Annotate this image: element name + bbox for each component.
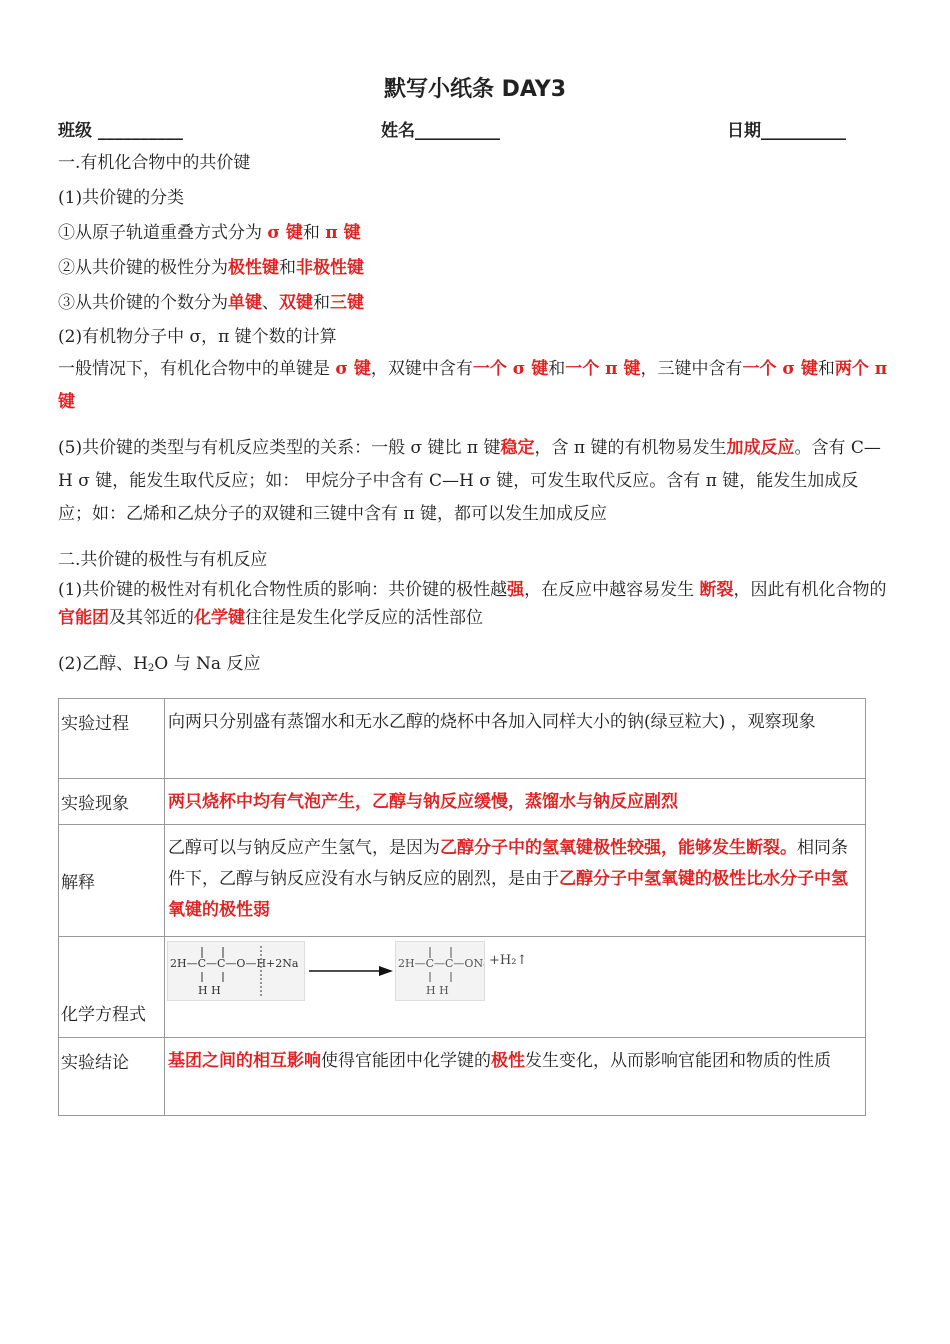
row-content: 向两只分别盛有蒸馏水和无水乙醇的烧杯中各加入同样大小的钠(绿豆粒大) ，观察现象: [165, 699, 866, 779]
hydrogen-product: +H₂↑: [489, 952, 528, 968]
name-field: 姓名__________: [381, 121, 500, 141]
table-row: [59, 937, 866, 1038]
row-label: 实验现象: [59, 779, 165, 825]
experiment-table: [58, 698, 866, 1116]
item-2: ②从共价键的极性分为极性键和非极性键: [58, 258, 364, 278]
table-row: [59, 1038, 866, 1116]
row-label: 实验过程: [59, 699, 165, 779]
row-content: 两只烧杯中均有气泡产生，乙醇与钠反应缓慢，蒸馏水与钠反应剧烈: [165, 779, 866, 825]
table-row: [59, 699, 866, 779]
item-3: ③从共价键的个数分为单键、双键和三键: [58, 293, 364, 313]
row-label: 实验结论: [59, 1038, 165, 1116]
reaction-type-paragraph: (5)共价键的类型与有机反应类型的关系：一般 σ 键比 π 键稳定，含 π 键的有机物易发生加成反应。含有 C—H σ 键，能发生取代反应；如： 甲烷分子中含有 C—H σ 键，可发生取代反应。含有 π 键，能发生加成反应；如：乙烯和乙炔分子的双键和三键中含有 π 键，都可以发生加成反应: [58, 438, 881, 524]
date-field: 日期__________: [727, 121, 846, 141]
row-label: 解释: [59, 825, 165, 937]
svg-text:H H: H H: [198, 984, 221, 997]
polarity-paragraph: (1)共价键的极性对有机化合物性质的影响：共价键的极性越强，在反应中越容易发生 断裂，因此有机化合物的官能团及其邻近的化学键往往是发生化学反应的活性部位: [58, 580, 887, 628]
section1-sub1: (1)共价键的分类: [58, 188, 185, 208]
page-title: 默写小纸条 DAY3: [383, 77, 567, 102]
class-field: 班级 __________: [58, 121, 183, 141]
section1-sub2: (2)有机物分子中 σ，π 键个数的计算: [58, 327, 337, 347]
svg-text:2H—C—C—ONa: 2H—C—C—ONa: [398, 957, 484, 970]
row-label: 化学方程式: [59, 937, 165, 1038]
ethanol-structure-icon: [168, 942, 304, 1000]
svg-text:H H: H H: [426, 984, 449, 997]
table-row: [59, 825, 866, 937]
sodium-ethoxide-structure-icon: [396, 942, 484, 1000]
row-content: 乙醇可以与钠反应产生氢气，是因为乙醇分子中的氢氧键极性较强，能够发生断裂。相同条件下，乙醇与钠反应没有水与钠反应的剧烈，是由于乙醇分子中氢氧键的极性比水分子中氢氧键的极性弱: [165, 825, 866, 937]
reaction-arrow-icon: [305, 961, 395, 981]
section2-heading: 二.共价键的极性与有机反应: [58, 550, 268, 570]
reactant-structure: [167, 941, 305, 1001]
svg-text:2H—C—C—O—H+2Na: 2H—C—C—O—H+2Na: [170, 957, 299, 970]
equation-cell: [165, 937, 866, 1038]
table-row: [59, 779, 866, 825]
product-structure: [395, 941, 485, 1001]
bond-count-paragraph: 一般情况下，有机化合物中的单键是 σ 键，双键中含有一个 σ 键和一个 π 键，三键中含有一个 σ 键和两个 π 键: [58, 359, 888, 412]
item-1: ①从原子轨道重叠方式分为 σ 键和 π 键: [58, 223, 361, 243]
chemical-equation: [167, 937, 865, 1001]
row-content: 基团之间的相互影响使得官能团中化学键的极性发生变化，从而影响官能团和物质的性质: [165, 1038, 866, 1116]
section1-heading: 一.有机化合物中的共价键: [58, 153, 251, 173]
section2-sub2: (2)乙醇、$H_2O$ 与 Na 反应: [58, 654, 261, 674]
